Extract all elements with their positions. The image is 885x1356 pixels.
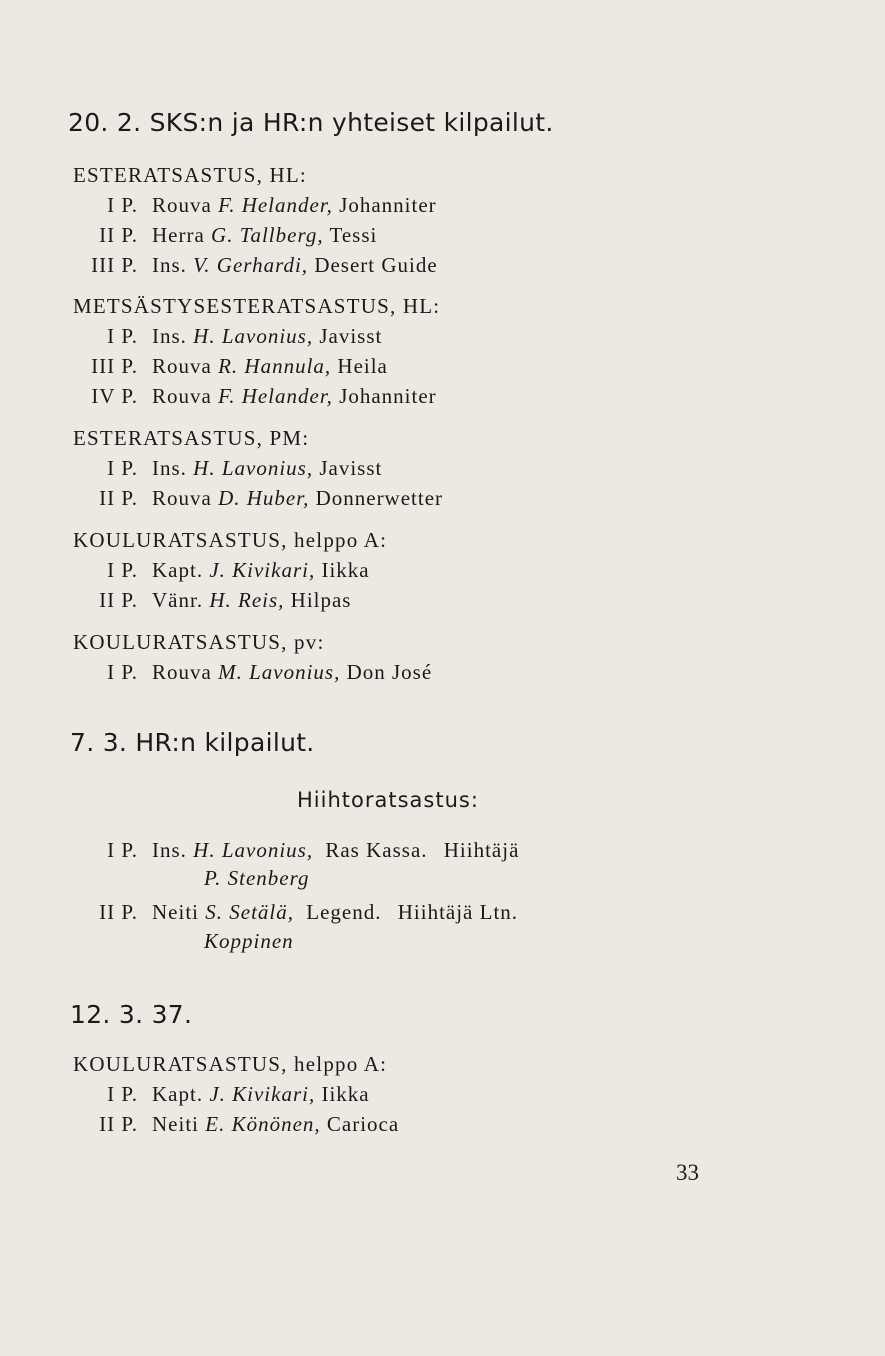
section-heading-3: 12. 3. 37. xyxy=(70,1000,193,1029)
subheading-hiihtoratsastus: Hiihtoratsastus: xyxy=(297,788,479,812)
result-line: II P. Neiti S. Setälä, Legend. Hiihtäjä Ltn. xyxy=(99,900,519,924)
result-line: I P. Rouva M. Lavonius, Don José xyxy=(107,660,433,684)
category-kouluratsastus-helppo-a-2: KOULURATSASTUS, helppo A: xyxy=(73,1052,388,1076)
section-heading-1: 20. 2. SKS:n ja HR:n yhteiset kilpailut. xyxy=(68,108,554,137)
result-line: I P. Ins. H. Lavonius, Ras Kassa. Hiihtäjä xyxy=(107,838,520,862)
result-line: I P. Ins. H. Lavonius, Javisst xyxy=(107,324,383,348)
result-line: I P. Ins. H. Lavonius, Javisst xyxy=(107,456,383,480)
result-line: I P. Rouva F. Helander, Johanniter xyxy=(107,193,437,217)
result-line: IV P. Rouva F. Helander, Johanniter xyxy=(91,384,437,408)
result-line: I P. Kapt. J. Kivikari, Iikka xyxy=(107,558,370,582)
category-esteratsastus-pm: ESTERATSASTUS, PM: xyxy=(73,426,310,450)
category-esteratsastus-hl: ESTERATSASTUS, HL: xyxy=(73,163,307,187)
category-kouluratsastus-helppo-a: KOULURATSASTUS, helppo A: xyxy=(73,528,388,552)
category-kouluratsastus-pv: KOULURATSASTUS, pv: xyxy=(73,630,325,654)
result-line: II P. Neiti E. Könönen, Carioca xyxy=(99,1112,400,1136)
category-metsastysesteratsastus-hl: METSÄSTYSESTERATSASTUS, HL: xyxy=(73,294,441,318)
skier-name: Koppinen xyxy=(204,929,294,953)
result-line: II P. Vänr. H. Reis, Hilpas xyxy=(99,588,352,612)
result-line: II P. Herra G. Tallberg, Tessi xyxy=(99,223,378,247)
page-number: 33 xyxy=(676,1160,699,1185)
skier-name: P. Stenberg xyxy=(204,866,310,890)
result-line: III P. Ins. V. Gerhardi, Desert Guide xyxy=(91,253,438,277)
section-heading-2: 7. 3. HR:n kilpailut. xyxy=(70,728,315,757)
result-line: I P. Kapt. J. Kivikari, Iikka xyxy=(107,1082,370,1106)
result-line: II P. Rouva D. Huber, Donnerwetter xyxy=(99,486,444,510)
result-line: III P. Rouva R. Hannula, Heila xyxy=(91,354,388,378)
